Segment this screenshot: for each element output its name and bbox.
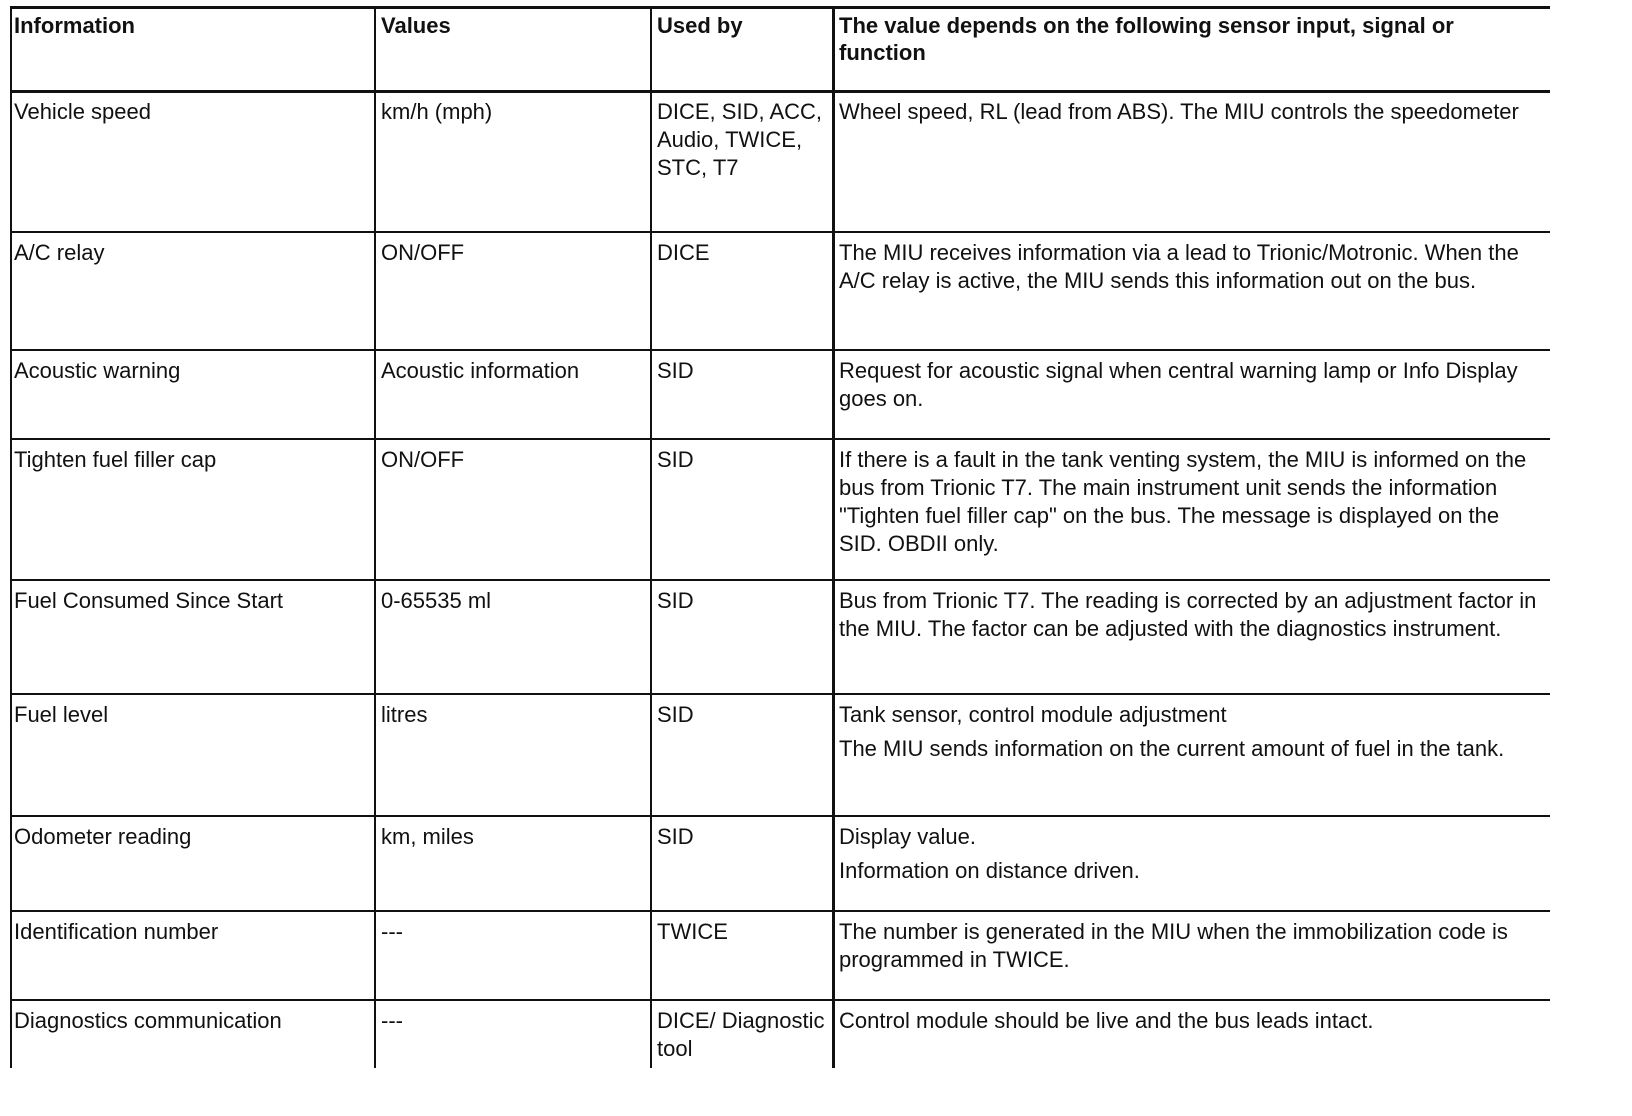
row-separator <box>10 231 1550 233</box>
row-separator <box>10 693 1550 695</box>
row-separator <box>10 999 1550 1001</box>
depends-paragraph: Request for acoustic signal when central warning lamp or Info Display goes on. <box>839 358 1524 411</box>
header-depends: The value depends on the following sensor input, signal or function <box>839 13 1460 65</box>
column-divider <box>10 6 12 1068</box>
header-information: Information <box>14 13 135 38</box>
depends-paragraph: Bus from Trionic T7. The reading is corrected by an adjustment factor in the MIU. The factor can be adjusted with the diagnostics instrument. <box>839 588 1543 641</box>
cell-used-by: SID <box>657 702 694 727</box>
cell-info: Diagnostics communication <box>14 1008 282 1033</box>
cell-depends <box>839 446 1539 558</box>
row-separator <box>10 910 1550 912</box>
cell-depends <box>839 701 1539 763</box>
cell-depends <box>839 239 1539 295</box>
cell-info: Vehicle speed <box>14 99 151 124</box>
cell-values: km/h (mph) <box>381 99 493 124</box>
depends-paragraph: Tank sensor, control module adjustment <box>839 702 1227 727</box>
cell-info: Identification number <box>14 919 219 944</box>
cell-values: ON/OFF <box>381 447 465 472</box>
cell-depends <box>839 357 1539 413</box>
cell-depends <box>839 587 1543 643</box>
cell-values: Acoustic information <box>381 358 580 383</box>
cell-info: Odometer reading <box>14 824 192 849</box>
cell-used-by: SID <box>657 358 694 383</box>
depends-paragraph: If there is a fault in the tank venting system, the MIU is informed on the bus from Trionic T7. The main instrument unit sends the information "Tighten fuel filler cap" on the bus. The message is displayed on the SID. OBDII only. <box>839 447 1533 556</box>
row-separator <box>10 438 1550 440</box>
cell-info: Tighten fuel filler cap <box>14 447 217 472</box>
depends-paragraph: Information on distance driven. <box>839 858 1140 883</box>
cell-used-by: DICE <box>657 240 710 265</box>
cell-values: 0-65535 ml <box>381 588 492 613</box>
cell-depends <box>839 1007 1539 1035</box>
cell-info: Fuel level <box>14 702 109 727</box>
column-divider <box>832 6 835 1068</box>
depends-paragraph: The MIU receives information via a lead to Trionic/Motronic. When the A/C relay is active, the MIU sends this information out on the bus. <box>839 240 1524 293</box>
cell-info: Acoustic warning <box>14 358 181 383</box>
column-divider <box>374 6 376 1068</box>
depends-paragraph: Wheel speed, RL (lead from ABS). The MIU controls the speedometer <box>839 99 1519 124</box>
cell-used-by: SID <box>657 588 694 613</box>
row-separator <box>10 579 1550 581</box>
cell-values: litres <box>381 702 428 727</box>
cell-info: A/C relay <box>14 240 105 265</box>
cell-values: --- <box>381 919 403 944</box>
cell-depends <box>839 98 1539 126</box>
depends-paragraph: The MIU sends information on the current amount of fuel in the tank. <box>839 736 1505 761</box>
row-separator <box>10 349 1550 351</box>
cell-used-by: SID <box>657 447 694 472</box>
header-used-by: Used by <box>657 13 743 38</box>
cell-info: Fuel Consumed Since Start <box>14 588 284 613</box>
depends-paragraph: Control module should be live and the bus leads intact. <box>839 1008 1374 1033</box>
cell-used-by: SID <box>657 824 694 849</box>
header-values: Values <box>381 13 451 38</box>
cell-used-by: TWICE <box>657 919 728 944</box>
cell-used-by: DICE, SID, ACC, Audio, TWICE, STC, T7 <box>657 99 827 180</box>
column-divider <box>650 6 652 1068</box>
cell-values: --- <box>381 1008 403 1033</box>
table-top-border <box>10 6 1550 9</box>
depends-paragraph: Display value. <box>839 824 976 849</box>
cell-used-by: DICE/ Diagnostic tool <box>657 1008 831 1061</box>
cell-values: km, miles <box>381 824 474 849</box>
depends-paragraph: The number is generated in the MIU when the immobilization code is programmed in TWICE. <box>839 919 1515 972</box>
row-separator <box>10 90 1550 93</box>
cell-values: ON/OFF <box>381 240 465 265</box>
row-separator <box>10 815 1550 817</box>
cell-depends <box>839 918 1539 974</box>
cell-depends <box>839 823 1539 885</box>
